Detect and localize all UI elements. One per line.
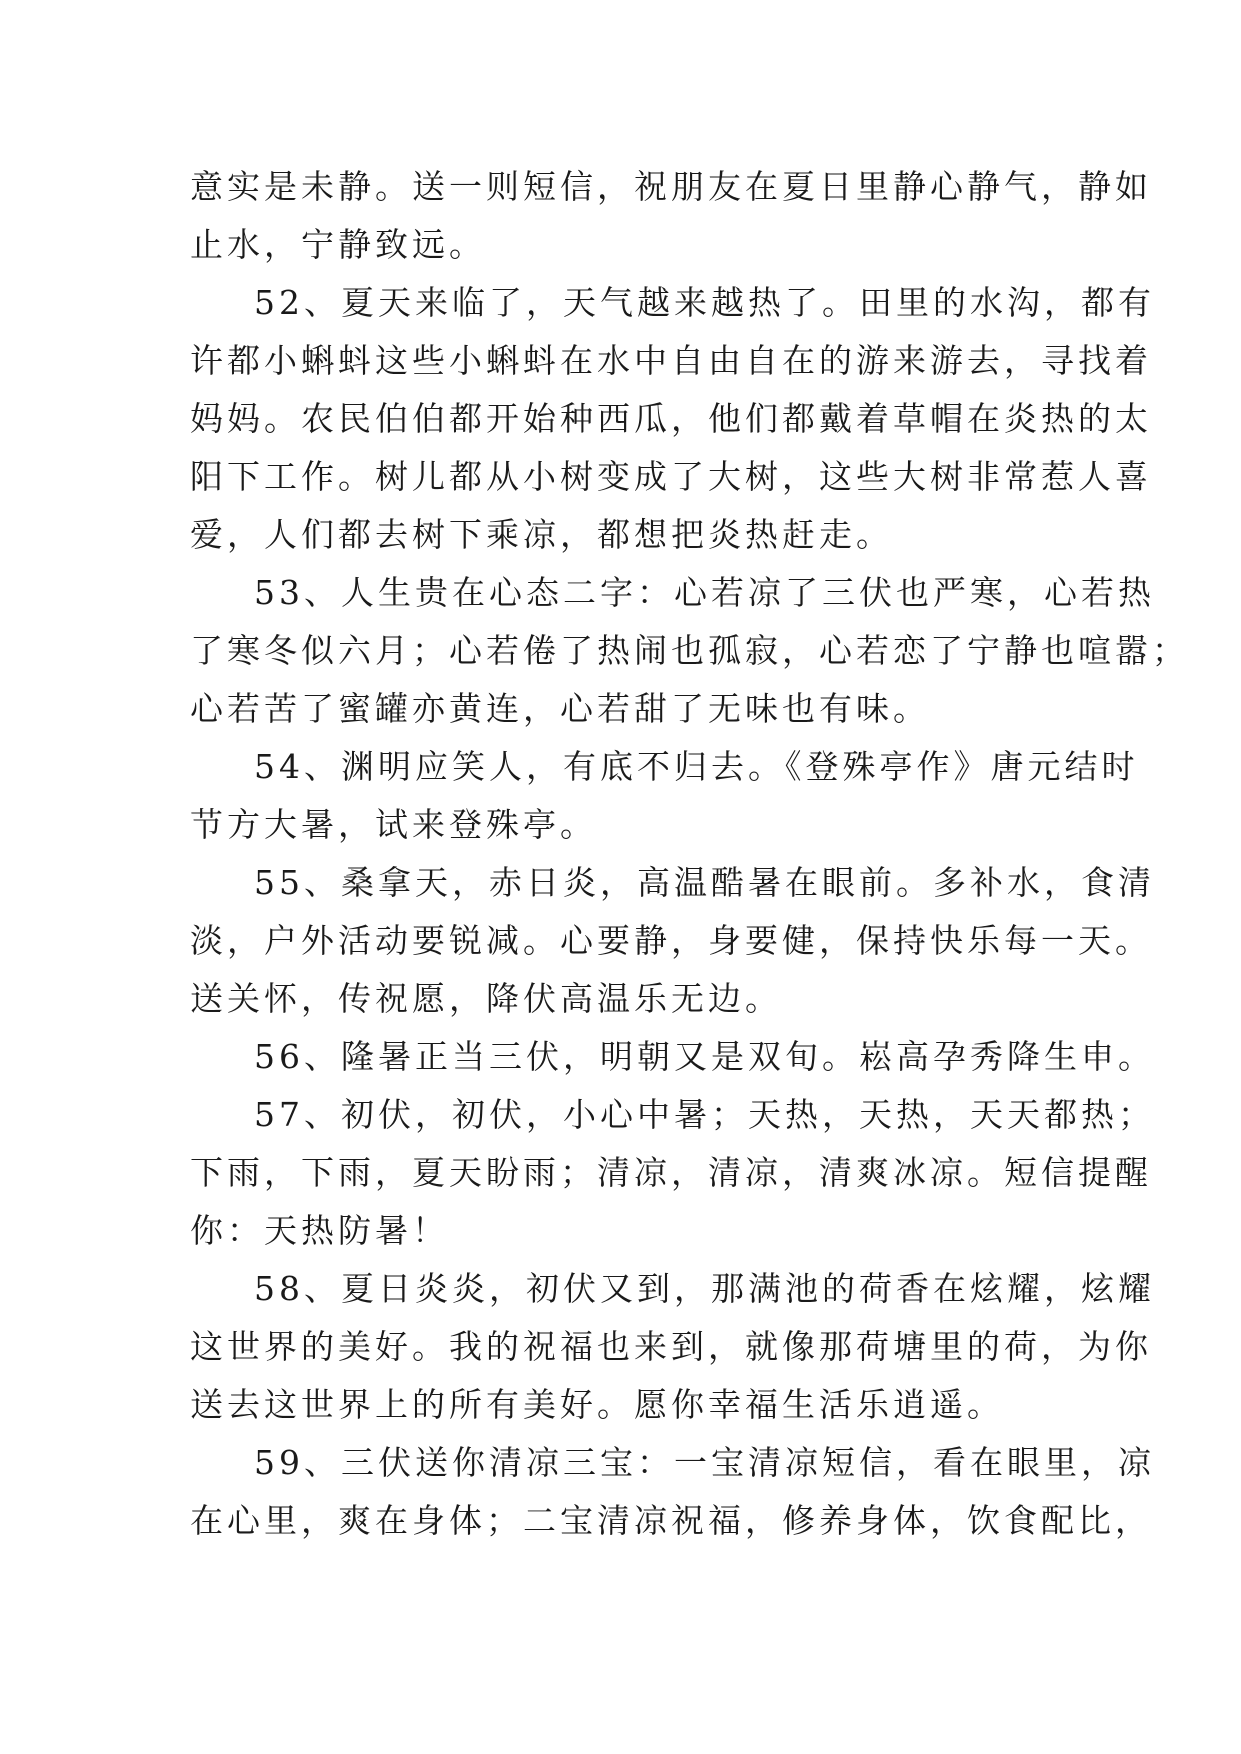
text-line: 下雨，下雨，夏天盼雨；清凉，清凉，清爽冰凉。短信提醒 (190, 1153, 1152, 1192)
text-line: 意实是未静。送一则短信，祝朋友在夏日里静心静气，静如 (190, 167, 1152, 206)
text-line: 妈妈。农民伯伯都开始种西瓜，他们都戴着草帽在炎热的太 (190, 399, 1152, 438)
text-line: 止水，宁静致远。 (190, 225, 486, 264)
paragraph-53-start: 53、人生贵在心态二字：心若凉了三伏也严寒，心若热 (254, 573, 1155, 612)
paragraph-55-start: 55、桑拿天，赤日炎，高温酷暑在眼前。多补水，食清 (254, 863, 1155, 902)
text-line: 心若苦了蜜罐亦黄连，心若甜了无味也有味。 (190, 689, 930, 728)
text-line: 淡，户外活动要锐减。心要静，身要健，保持快乐每一天。 (190, 921, 1152, 960)
text-line: 你：天热防暑！ (190, 1211, 449, 1250)
text-line: 节方大暑，试来登殊亭。 (190, 805, 597, 844)
text-line: 爱，人们都去树下乘凉，都想把炎热赶走。 (190, 515, 893, 554)
paragraph-54-start: 54、渊明应笑人，有底不归去。《登殊亭作》唐元结时 (254, 747, 1139, 786)
text-line: 送关怀，传祝愿，降伏高温乐无边。 (190, 979, 782, 1018)
paragraph-52-start: 52、夏天来临了，天气越来越热了。田里的水沟，都有 (254, 283, 1155, 322)
text-line: 阳下工作。树儿都从小树变成了大树，这些大树非常惹人喜 (190, 457, 1152, 496)
paragraph-59-start: 59、三伏送你清凉三宝：一宝清凉短信，看在眼里，凉 (254, 1443, 1155, 1482)
text-line: 许都小蝌蚪这些小蝌蚪在水中自由自在的游来游去，寻找着 (190, 341, 1152, 380)
paragraph-56-start: 56、隆暑正当三伏，明朝又是双旬。崧高孕秀降生申。 (254, 1037, 1155, 1076)
text-line: 送去这世界上的所有美好。愿你幸福生活乐逍遥。 (190, 1385, 1004, 1424)
text-line: 了寒冬似六月；心若倦了热闹也孤寂，心若恋了宁静也喧嚣； (190, 631, 1189, 670)
text-line: 在心里，爽在身体；二宝清凉祝福，修养身体，饮食配比， (190, 1501, 1152, 1540)
document-page (190, 158, 1189, 1550)
text-line: 这世界的美好。我的祝福也来到，就像那荷塘里的荷，为你 (190, 1327, 1152, 1366)
paragraph-58-start: 58、夏日炎炎，初伏又到，那满池的荷香在炫耀，炫耀 (254, 1269, 1155, 1308)
paragraph-57-start: 57、初伏，初伏，小心中暑；天热，天热，天天都热； (254, 1095, 1155, 1134)
